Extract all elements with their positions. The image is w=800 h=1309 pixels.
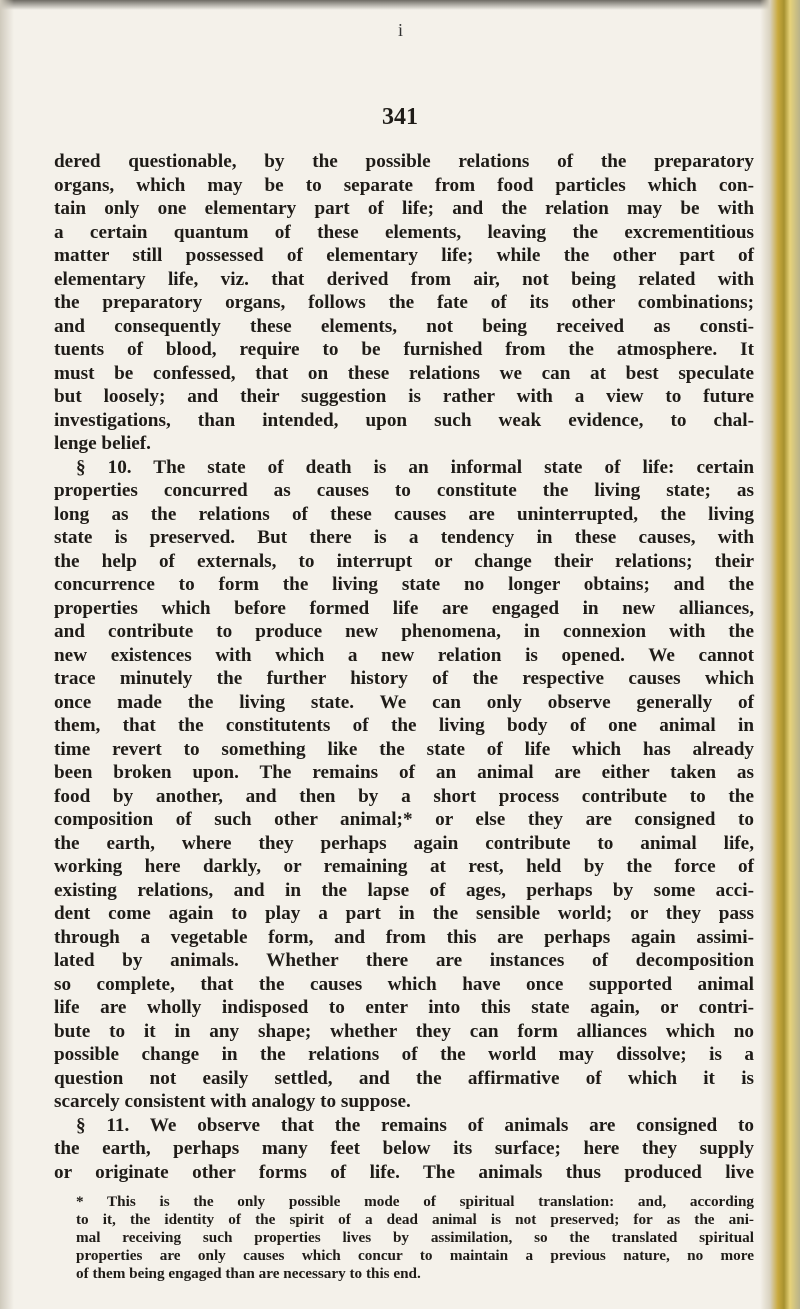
text-line: and consequently these elements, not being received as consti- (54, 315, 754, 337)
text-line: existing relations, and in the lapse of ages, perhaps by some acci- (54, 879, 754, 901)
text-line: investigations, than intended, upon such weak evidence, to chal- (54, 409, 754, 431)
text-line: a certain quantum of these elements, leaving the excrementitious (54, 221, 754, 243)
text-line: properties which before formed life are engaged in new alliances, (54, 597, 754, 619)
text-line: and contribute to produce new phenomena, in connexion with the (54, 621, 754, 642)
text-line: scarcely consistent with analogy to suppose. (54, 1091, 411, 1112)
text-line: so complete, that the causes which have once supported animal (54, 973, 754, 995)
text-line: tuents of blood, require to be furnished from the atmosphere. It (54, 339, 754, 360)
text-line: properties concurred as causes to constitute the living state; as (54, 480, 754, 501)
text-line: lenge belief. (54, 433, 151, 454)
top-mark: i (398, 20, 404, 40)
text-line: must be confessed, that on these relations we can at best speculate (54, 362, 754, 384)
text-line: question not easily settled, and the affirmative of which it is (54, 1067, 754, 1089)
text-line: dent come again to play a part in the sensible world; or they pass (54, 903, 754, 924)
body-text (54, 150, 754, 1184)
text-line: working here darkly, or remaining at rest, held by the force of (54, 856, 754, 877)
footnote-line: properties are only causes which concur to maintain a previous nature, no more (76, 1247, 754, 1264)
footnote (54, 1193, 754, 1283)
text-line: tain only one elementary part of life; and the relation may be with (54, 198, 754, 219)
text-line: been broken upon. The remains of an animal are either taken as (54, 762, 754, 783)
text-line: or originate other forms of life. The animals thus produced live (54, 1161, 754, 1183)
text-line: life are wholly indisposed to enter into this state again, or contri- (54, 997, 754, 1018)
text-line: state is preserved. But there is a tendency in these causes, with (54, 527, 754, 548)
footnote-line: mal receiving such properties lives by assimilation, so the translated spiritual (76, 1229, 754, 1246)
text-line: matter still possessed of elementary life; while the other part of (54, 245, 754, 266)
page-number: 341 (382, 104, 418, 130)
text-line: lated by animals. Whether there are instances of decomposition (54, 950, 754, 971)
text-line: concurrence to form the living state no longer obtains; and the (54, 574, 754, 595)
text-line: trace minutely the further history of the respective causes which (54, 668, 754, 689)
text-line: them, that the constitutents of the living body of one animal in (54, 715, 754, 736)
text-line: dered questionable, by the possible relations of the preparatory (54, 151, 754, 172)
text-line: food by another, and then by a short process contribute to the (54, 785, 754, 807)
section-heading-line: § 10. The state of death is an informal state of life: certain (76, 456, 754, 478)
text-line: new existences with which a new relation is opened. We cannot (54, 644, 754, 666)
text-line: bute to it in any shape; whether they can form alliances which no (54, 1020, 754, 1042)
footnote-line: of them being engaged than are necessary to this end. (76, 1265, 421, 1282)
text-line: time revert to something like the state of life which has already (54, 738, 754, 760)
text-line: but loosely; and their suggestion is rather with a view to future (54, 386, 754, 407)
top-scan-shadow (0, 0, 800, 10)
text-line: organs, which may be to separate from food particles which con- (54, 174, 754, 196)
text-line: the earth, where they perhaps again contribute to animal life, (54, 832, 754, 854)
footnote-line: to it, the identity of the spirit of a dead animal is not preserved; for as the ani- (76, 1211, 754, 1228)
text-line: the help of externals, to interrupt or change their relations; their (54, 550, 754, 572)
section-heading-line: § 11. We observe that the remains of animals are consigned to (76, 1114, 754, 1136)
text-line: the preparatory organs, follows the fate of its other combinations; (54, 292, 754, 313)
right-page-edge (760, 0, 800, 1309)
text-line: once made the living state. We can only observe generally of (54, 691, 754, 713)
text-line: the earth, perhaps many feet below its surface; here they supply (54, 1138, 754, 1159)
text-line: composition of such other animal;* or else they are consigned to (54, 809, 754, 830)
text-line: through a vegetable form, and from this are perhaps again assimi- (54, 926, 754, 948)
left-page-edge (0, 0, 14, 1309)
text-line: possible change in the relations of the world may dissolve; is a (54, 1044, 754, 1065)
text-line: elementary life, viz. that derived from air, not being related with (54, 268, 754, 290)
text-line: long as the relations of these causes are uninterrupted, the living (54, 503, 754, 525)
footnote-line: * This is the only possible mode of spiritual translation: and, according (76, 1193, 754, 1210)
